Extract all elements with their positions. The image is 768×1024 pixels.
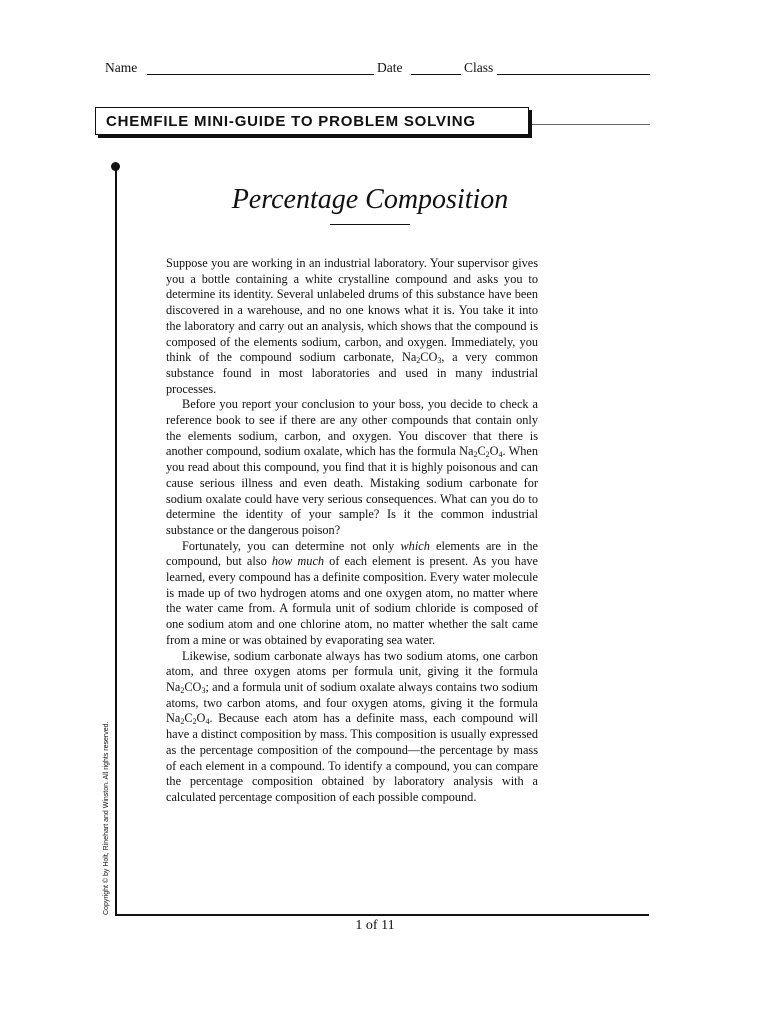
formula-sodium-oxalate: $Na_2C_2O_4$ [166,711,210,727]
formula-sodium-carbonate: $Na_2CO_3$ [166,679,206,695]
class-blank-line [497,74,650,75]
banner-title: CHEMFILE MINI-GUIDE TO PROBLEM SOLVING [106,113,476,130]
paragraph-2: Before you report your conclusion to your boss, you decide to check a reference book to see if there are any other compounds that contain only the elements sodium, carbon, and oxygen. You discover that there is another compound, sodium oxalate, which has the formula $Na_2C_2O_4$. When you read about this compound, you find that it is highly poisonous and can cause serious illness and even death. Mistaking sodium carbonate for sodium oxalate could have very serious consequences. What can you do to determine the identity of your sample? Is it the common industrial substance or the dangerous poison? [166,397,538,537]
bottom-rule [115,914,649,916]
formula-sodium-carbonate: $Na_2CO_3$ [401,350,442,366]
document-title: Percentage Composition [231,184,509,215]
class-label: Class [464,60,494,75]
copyright-notice: Copyright © by Holt, Rinehart and Winston. All rights reserved. [103,721,110,915]
document-body [166,256,538,806]
student-info-row [105,60,650,80]
guide-banner [95,107,529,135]
paragraph-3: Fortunately, you can determine not only which elements are in the compound, but also how much of each element is present. As you have learned, every compound has a definite composition. Every water molecule is made up of two hydrogen atoms and one oxygen atom, no matter where the water came from. A formula unit of sodium chloride is composed of one sodium atom and one chlorine atom, no matter whether the salt came from a mine or was obtained by evaporating sea water. [166,538,539,647]
banner-rule [530,124,650,125]
name-blank-line [147,74,374,75]
title-underline [330,224,410,225]
date-label: Date [377,60,403,75]
left-margin-rule [115,166,117,916]
paragraph-4: Likewise, sodium carbonate always has two sodium atoms, one carbon atom, and three oxygen atoms per formula unit, giving it the formula $Na_2CO_3$; and a formula unit of sodium oxalate always contains two sodium atoms, two carbon atoms, and four oxygen atoms, giving it the formula $Na_2C_2O_4$. Because each atom has a definite mass, each compound will have a distinct composition by mass. This composition is usually expressed as the percentage composition of the compound—the percentage by mass of each element in a compound. To identify a compound, you can compare the percentage composition obtained by laboratory analysis with a calculated percentage composition of each possible compound. [166,648,538,804]
margin-bullet [111,162,120,171]
formula-sodium-oxalate: $Na_2C_2O_4$ [459,444,503,460]
page-number: 1 of 11 [355,918,395,933]
name-label: Name [105,60,138,75]
paragraph-1: Suppose you are working in an industrial laboratory. Your supervisor gives you a bottle containing a white crystalline compound and asks you to determine its identity. Several unlabeled drums of this substance have been discovered in a warehouse, and no one knows what it is. You take it into the laboratory and carry out an analysis, which shows that the compound is composed of the elements sodium, carbon, and oxygen. Immediately, you think of the compound sodium carbonate, $Na_2CO_3$, a very common substance found in most laboratories and used in many industrial processes. [166,256,538,396]
date-blank-line [411,74,461,75]
